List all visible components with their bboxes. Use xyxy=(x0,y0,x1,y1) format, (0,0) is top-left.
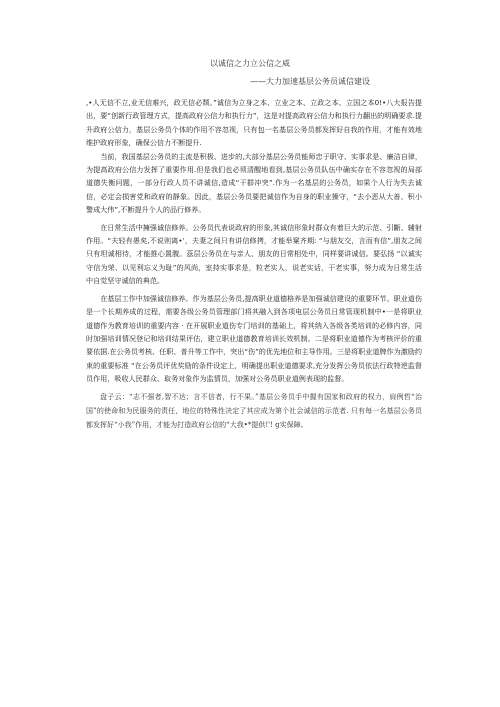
paragraph: 盘子云：“志不强者,智不达；言不信者，行不果。”基层公务员手中握有国家和政府的权力，肩例哲“治国”的使命和为民服务的责任，地位的特殊性决定了其应成为第个社会诚信的示范者. 只有每一名基层公务员都发挥好“小我”作用，才能为打造政府公信的“大我•*提供!'! g实保障。 xyxy=(86,392,422,429)
paragraph: ,•人无信不立,业无信难兴，政无信必颓。”诚信为立身之本、立业之本、立政之本、立国之本0!•八大报告提出，要“创新行政管理方式，提高政府公信力和执行力”，这是对提高政府公信力和执行力翻出的明确要求.提升政府公信力，基层公务员个体的作用不容忽视，只有包一名基层公务员都发挥好自我的作用，才能有效地维护政府形象，确保公信力不断提升. xyxy=(86,98,422,148)
document-body xyxy=(86,96,422,432)
document-subtitle: ——大力加速基层公务员诚信建设 xyxy=(250,77,370,86)
document-title: 以诚信之力立公信之威 xyxy=(210,59,290,68)
paragraph: 在基层工作中加强诚信修养。作为基层公务员,提高职业道德格养是加强诚信建设的重要环节。职业道伤是一个长期养成的过程，需要各级公务员管理部门将其融入到各项电层公务员日常管现机制中•一是将职业道德作为教育培训的重要内容 · 在开展职业道伤专门培训的基础上，将其纳入各级各类培训的必修内容，同时加强培训情况登记和培训结果评估，建立职业道德教育培训长效机制。二是将职业道德作为考核评价的重要依据.在公务员考核、任职、普升等工作中，突出“伤”的优先地位和主导作用。三是将职业道牌作为激励约束的重要标准 “在公务员评优奖励的条件设定上，明确提出职业道德要求,充分发挥公务员依法行政特逆监督员作用，吸收人民群众、取务对象作为监情员，加强对公务员职业道例表现的监督。 xyxy=(86,293,422,384)
paragraph: 当前，我国基层公务员的主流是积极、进步的,大部分基层公务员能师忠于职守、实事求是、廉洁自律，为提高政府公信力发挥了重要作用.但是我们也必须清醒地看到,基层公务员队伍中确实存在不容忽视的局部道德失衡问题，一部分行政人员不讲诚信,造成“干群冲突”.作为一名基层的公务员，如果个人行为失去诚信，必定会损害党和政府的靜象。因此，基层公务员要把诚信作为自身的职业操守，“去小恶从大善、积小警成大伟”,不断提升个人的品行修养。 xyxy=(86,151,422,215)
paragraph: 在日常生活中擁强诚信修养。公务员代表说政府的形象,其诚信形象时群众有着巨大的示范、引斷、辅射作用。“夫轻有愚矣,不说则离•’，夫妻之间只有讲信修拷，才能举窠齐期: “与朋友交，言而有信”,朋友之间只有坦诚相待，才能推心置腹。茲层公务员在与亲人、朋友的日常相处中，同样要讲诚信。要弘扬 “以诚实守信为荣、以见利忘义为耻”的风尚，室持实事求是，粒老实人，说老实话，干老实事，努力成为日常生活中自觉坚守诚信的典范。 xyxy=(86,222,422,286)
